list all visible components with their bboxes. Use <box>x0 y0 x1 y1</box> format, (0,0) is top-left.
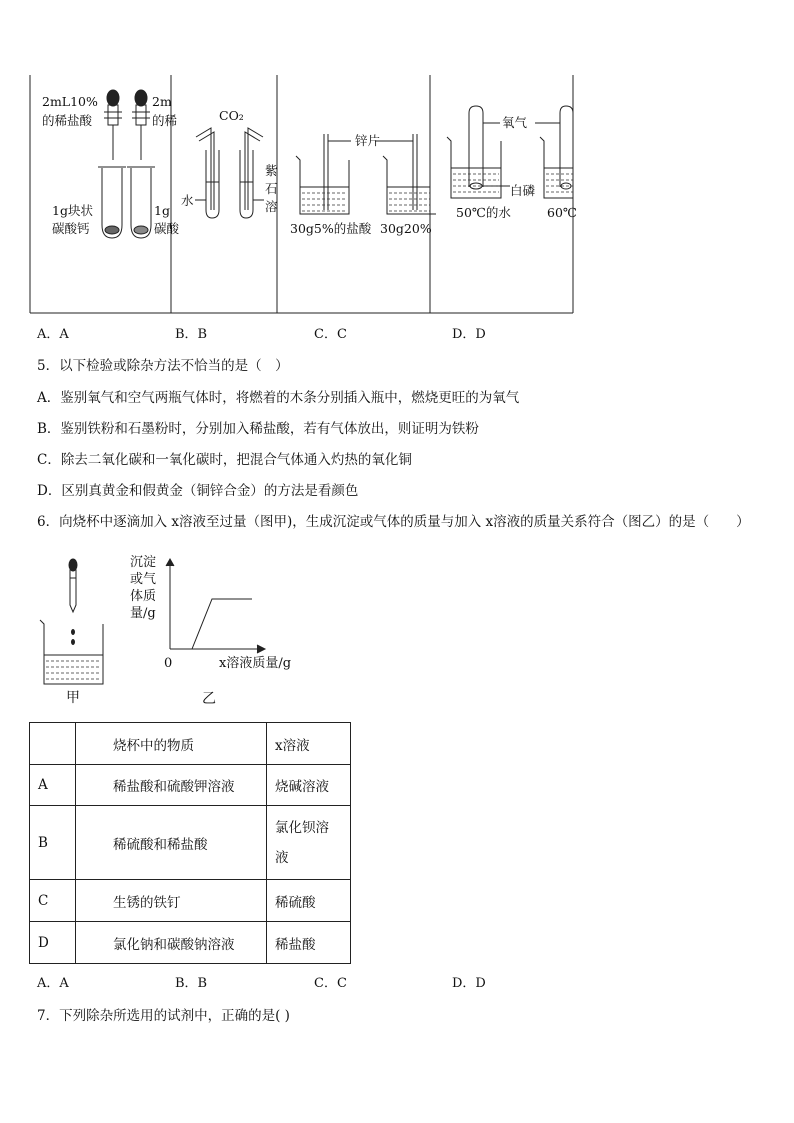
fig-yi-label: 乙 <box>202 691 216 707</box>
q6-figure-yi <box>125 550 310 710</box>
panel-a-acid-2: 的稀盐酸 <box>42 113 93 128</box>
panel-a-solid-right-1: 1g <box>154 203 170 218</box>
q6-option-c[interactable]: C．C <box>314 976 347 991</box>
q6-figure-jia <box>35 555 110 705</box>
table-row-c-beaker: 生锈的铁钉 <box>76 880 267 922</box>
table-row-b-x <box>267 806 351 880</box>
table-row-c-letter: C <box>30 880 76 922</box>
table-row-d-beaker: 氯化钠和碳酸钠溶液 <box>76 922 267 964</box>
q7-stem: 7．下列除杂所选用的试剂中，正确的是( ) <box>37 1008 290 1024</box>
panel-b-right-1: 紫 <box>265 163 278 178</box>
q4-option-c[interactable]: C．C <box>314 327 347 342</box>
q6-table <box>29 722 351 964</box>
q4-option-a[interactable]: A．A <box>37 327 69 342</box>
table-row-b-x-line2: 液 <box>275 849 289 866</box>
panel-a-acid-1: 2mL10% <box>42 94 98 109</box>
panel-a-acid-right: 2m <box>152 94 172 109</box>
panel-d-oxygen: 氧气 <box>502 115 528 130</box>
table-header-letter <box>30 723 76 765</box>
panel-b-water: 水 <box>181 193 194 208</box>
panel-b-gas: CO₂ <box>219 108 244 123</box>
fig-jia-label: 甲 <box>66 690 80 705</box>
q6-option-b[interactable]: B．B <box>175 976 208 991</box>
graph-origin: 0 <box>164 656 173 671</box>
panel-d-right-water: 60℃ <box>547 205 577 220</box>
table-row-a-beaker: 稀盐酸和硫酸钾溶液 <box>76 765 267 806</box>
panel-a-solid-2: 碳酸钙 <box>52 221 90 236</box>
panel-d-left-water: 50℃的水 <box>456 205 511 220</box>
q5-option-b[interactable]: B．鉴别铁粉和石墨粉时，分别加入稀盐酸，若有气体放出，则证明为铁粉 <box>37 421 479 437</box>
q5-option-c[interactable]: C．除去二氧化碳和一氧化碳时，把混合气体通入灼热的氧化铜 <box>37 452 412 468</box>
dropper-left <box>104 90 122 160</box>
q4-option-d[interactable]: D．D <box>452 327 486 342</box>
panel-d-phosphorus: 白磷 <box>510 183 536 198</box>
panel-c-left-acid: 30g5%的盐酸 <box>290 221 372 236</box>
table-row-b-letter: B <box>30 806 76 880</box>
graph-xlabel: x溶液质量/g <box>219 656 292 671</box>
graph-ylabel-1: 沉淀 <box>130 555 157 570</box>
q5-option-a[interactable]: A．鉴别氧气和空气两瓶气体时，将燃着的木条分别插入瓶中，燃烧更旺的为氧气 <box>37 390 520 406</box>
graph-ylabel-2: 或气 <box>130 572 157 587</box>
table-header-x: x溶液 <box>267 723 351 765</box>
table-row-d-x: 稀盐酸 <box>267 922 351 964</box>
q5-option-d[interactable]: D．区别真黄金和假黄金（铜锌合金）的方法是看颜色 <box>37 483 359 499</box>
table-row-a-x: 烧碱溶液 <box>267 765 351 806</box>
panel-c-right-acid: 30g20% <box>380 221 432 236</box>
table-row-b-beaker: 稀硫酸和稀盐酸 <box>76 806 267 880</box>
panel-a-solid-right-2: 碳酸 <box>154 221 180 236</box>
q6-option-a[interactable]: A．A <box>37 976 69 991</box>
panel-b-right-2: 石 <box>265 181 278 196</box>
panel-b-right-3: 溶 <box>265 199 278 214</box>
table-row-d-letter: D <box>30 922 76 964</box>
panel-a-acid-right-2: 的稀 <box>152 113 178 128</box>
dropper-right <box>132 90 150 160</box>
table-row-c-x: 稀硫酸 <box>267 880 351 922</box>
panel-c-zinc: 锌片 <box>355 133 381 148</box>
graph-line <box>192 599 252 649</box>
table-row-b-x-line1: 氯化钡溶 <box>275 819 329 836</box>
graph-ylabel-4: 量/g <box>130 606 156 621</box>
q5-stem: 5．以下检验或除杂方法不恰当的是（ ） <box>37 358 289 374</box>
q4-option-b[interactable]: B．B <box>175 327 208 342</box>
table-row-a-letter: A <box>30 765 76 806</box>
graph-ylabel-3: 体质 <box>130 589 157 604</box>
q4-figure <box>0 60 600 325</box>
q6-option-d[interactable]: D．D <box>452 976 486 991</box>
panel-a-solid-1: 1g块状 <box>52 203 93 218</box>
q6-stem: 6．向烧杯中逐滴加入 x溶液至过量（图甲)，生成沉淀或气体的质量与加入 x溶液的质量关系符合（图乙）的是（ ） <box>37 514 750 530</box>
table-header-beaker: 烧杯中的物质 <box>76 723 267 765</box>
